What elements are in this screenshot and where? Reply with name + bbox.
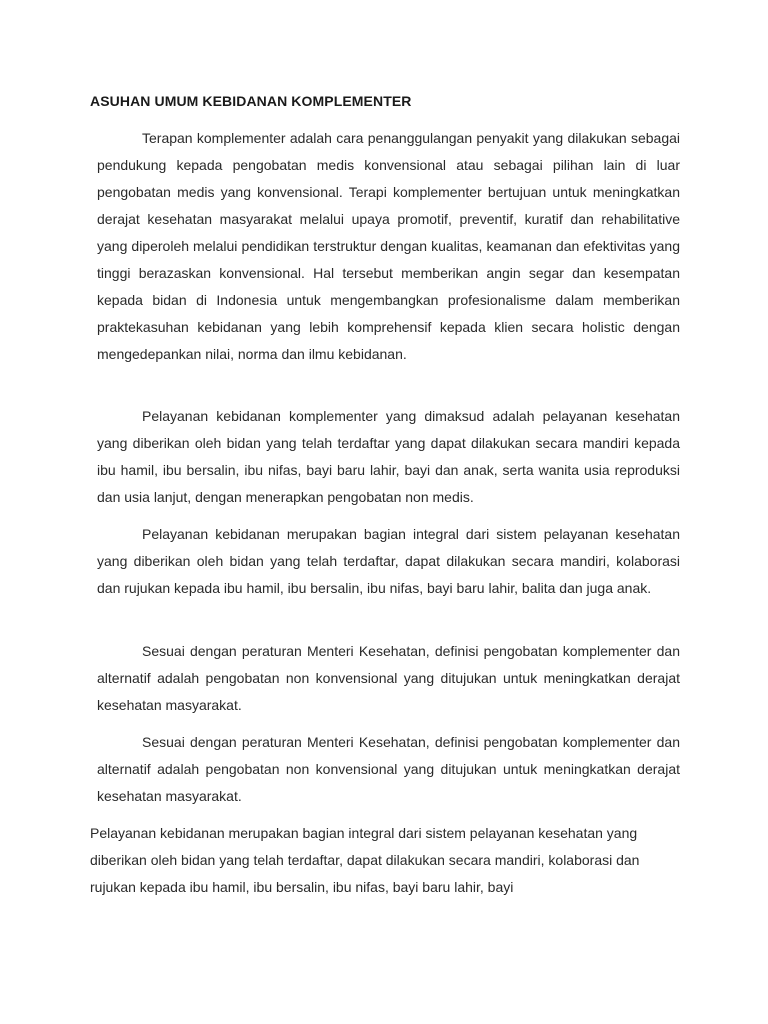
paragraph-pelayanan-kebidanan: Pelayanan kebidanan merupakan bagian integral dari sistem pelayanan kesehatan yang diberikan oleh bidan yang telah terdaftar, dapat dilakukan secara mandiri, kolaborasi dan rujukan kepada ibu hamil, ibu bersalin, ibu nifas, bayi baru lahir, balita dan juga anak. xyxy=(97,526,680,596)
paragraph-komplementer-definition: Terapan komplementer adalah cara penanggulangan penyakit yang dilakukan sebagai pendukung kepada pengobatan medis konvensional atau sebagai pilihan lain di luar pengobatan medis yang konvensional. Terapi komplementer bertujuan untuk meningkatkan derajat kesehatan masyarakat melalui upaya promotif, preventif, kuratif dan rehabilitative yang diperoleh melalui pendidikan terstruktur dengan kualitas, keamanan dan efektivitas yang tinggi berazaskan konvensional. Hal tersebut memberikan angin segar dan kesempatan kepada bidan di Indonesia untuk mengembangkan profesionalisme dalam memberikan praktekasuhan kebidanan yang lebih komprehensif kepada klien secara holistic dengan mengedepankan nilai, norma dan ilmu kebidanan. xyxy=(97,130,680,362)
paragraph-peraturan-menteri-repeat: Sesuai dengan peraturan Menteri Kesehatan, definisi pengobatan komplementer dan alternatif adalah pengobatan non konvensional yang ditujukan untuk meningkatkan derajat kesehatan masyarakat. xyxy=(97,734,680,804)
paragraph-peraturan-menteri: Sesuai dengan peraturan Menteri Kesehatan, definisi pengobatan komplementer dan alternatif adalah pengobatan non konvensional yang ditujukan untuk meningkatkan derajat kesehatan masyarakat. xyxy=(97,643,680,713)
document-title: ASUHAN UMUM KEBIDANAN KOMPLEMENTER xyxy=(90,93,412,109)
paragraph-pelayanan-komplementer: Pelayanan kebidanan komplementer yang dimaksud adalah pelayanan kesehatan yang diberikan oleh bidan yang telah terdaftar yang dapat dilakukan secara mandiri kepada ibu hamil, ibu bersalin, ibu nifas, bayi baru lahir, bayi dan anak, serta wanita usia reproduksi dan usia lanjut, dengan menerapkan pengobatan non medis. xyxy=(97,408,680,505)
paragraph-trailing: Pelayanan kebidanan merupakan bagian integral dari sistem pelayanan kesehatan yang diberikan oleh bidan yang telah terdaftar, dapat dilakukan secara mandiri, kolaborasi dan rujukan kepada ibu hamil, ibu bersalin, ibu nifas, bayi baru lahir, bayi xyxy=(90,825,640,895)
